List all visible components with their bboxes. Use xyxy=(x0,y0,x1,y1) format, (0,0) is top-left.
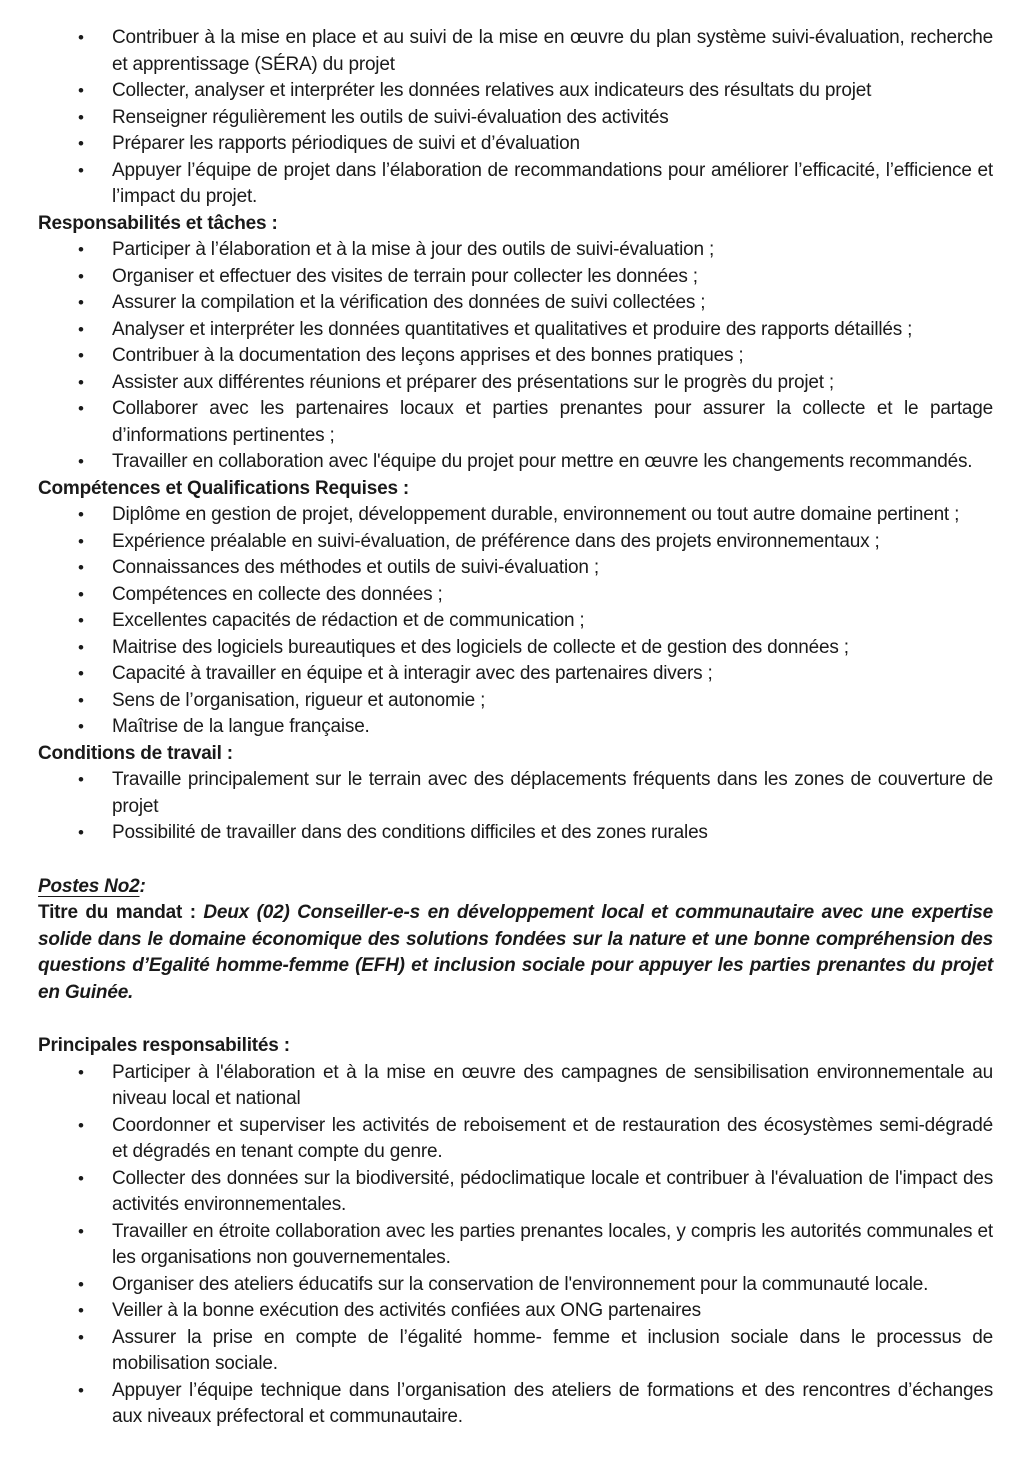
bullet-text: Assister aux différentes réunions et préparer des présentations sur le progrès du projet ; xyxy=(112,371,834,393)
bullet-text: Participer à l’élaboration et à la mise à jour des outils de suivi-évaluation ; xyxy=(112,239,715,260)
bullet-icon: • xyxy=(78,558,84,577)
bullet-text: Renseigner régulièrement les outils de suivi-évaluation des activités xyxy=(112,106,669,128)
bullet-item xyxy=(38,158,993,211)
bullet-item xyxy=(38,1272,993,1299)
bullet-icon: • xyxy=(78,319,84,339)
bullet-icon: • xyxy=(78,505,84,524)
bullet-text: Connaissances des méthodes et outils de suivi-évaluation ; xyxy=(112,557,599,578)
bullet-item xyxy=(38,608,993,635)
bullet-icon: • xyxy=(78,1168,84,1188)
bullet-text: Assurer la prise en compte de l’égalité homme- femme et inclusion sociale dans le processus de mobilisation sociale. xyxy=(112,1326,993,1374)
bullet-item xyxy=(38,105,993,132)
bullet-text: Diplôme en gestion de projet, développement durable, environnement ou tout autre domaine pertinent ; xyxy=(112,504,960,525)
bullet-item xyxy=(38,635,993,662)
bullet-text: Sens de l’organisation, rigueur et autonomie ; xyxy=(112,689,486,711)
bullet-item xyxy=(38,688,993,715)
mandate-title-paragraph xyxy=(38,900,993,1006)
bullet-icon: • xyxy=(78,399,84,418)
text-run: : xyxy=(182,902,204,923)
bullet-text: Organiser des ateliers éducatifs sur la conservation de l'environnement pour la communauté locale. xyxy=(112,1273,929,1295)
bullet-text: Participer à l'élaboration et à la mise en œuvre des campagnes de sensibilisation environnementale au niveau local et national xyxy=(112,1061,993,1109)
bullet-item xyxy=(38,714,993,741)
bullet-item xyxy=(38,502,993,529)
post-number-heading xyxy=(38,874,993,901)
bullet-icon: • xyxy=(78,584,84,604)
bullet-icon: • xyxy=(78,1301,84,1320)
bullet-icon: • xyxy=(78,664,84,683)
bullet-item xyxy=(38,25,993,78)
bullet-text: Maitrise des logiciels bureautiques et des logiciels de collecte et de gestion des données ; xyxy=(112,636,849,658)
bullet-text: Contribuer à la documentation des leçons apprises et des bonnes pratiques ; xyxy=(112,345,744,366)
bullet-item xyxy=(38,1113,993,1166)
bullet-icon: • xyxy=(78,134,84,153)
bullet-icon: • xyxy=(78,372,84,392)
bullet-icon: • xyxy=(78,107,84,127)
bullet-icon: • xyxy=(78,1062,84,1082)
bullet-text: Assurer la compilation et la vérification des données de suivi collectées ; xyxy=(112,292,706,313)
bullet-item xyxy=(38,1219,993,1272)
bullet-text: Appuyer l’équipe de projet dans l’élaboration de recommandations pour améliorer l’efficacité, l’efficience et l’impact du projet. xyxy=(112,159,993,207)
bullet-text: Travaille principalement sur le terrain avec des déplacements fréquents dans les zones de couverture de projet xyxy=(112,769,993,817)
bullet-icon: • xyxy=(78,1115,84,1135)
blank-line xyxy=(38,1006,993,1033)
bullet-list xyxy=(38,767,993,847)
bullet-item xyxy=(38,131,993,158)
bullet-text: Travailler en étroite collaboration avec les parties prenantes locales, y compris les autorités communales et les organisations non gouvernementales. xyxy=(112,1220,993,1268)
bullet-icon: • xyxy=(78,690,84,710)
bullet-item xyxy=(38,529,993,556)
bullet-item xyxy=(38,290,993,317)
bullet-text: Collecter des données sur la biodiversité, pédoclimatique locale et contribuer à l'évaluation de l'impact des activités environnementales. xyxy=(112,1167,993,1215)
bullet-item xyxy=(38,1378,993,1431)
bullet-item xyxy=(38,370,993,397)
bullet-item xyxy=(38,449,993,476)
text-run: : xyxy=(139,875,146,897)
bullet-item xyxy=(38,317,993,344)
bullet-item xyxy=(38,237,993,264)
bullet-icon: • xyxy=(78,611,84,630)
bullet-icon: • xyxy=(78,28,84,47)
bullet-item xyxy=(38,343,993,370)
bullet-list xyxy=(38,237,993,476)
bullet-item xyxy=(38,396,993,449)
bullet-icon: • xyxy=(78,346,84,365)
bullet-item xyxy=(38,1060,993,1113)
bullet-icon: • xyxy=(78,266,84,286)
bullet-text: Veiller à la bonne exécution des activités confiées aux ONG partenaires xyxy=(112,1300,701,1321)
bullet-item xyxy=(38,661,993,688)
bullet-icon: • xyxy=(78,1221,84,1241)
bullet-list xyxy=(38,1060,993,1431)
bullet-icon: • xyxy=(78,531,84,551)
bullet-icon: • xyxy=(78,717,84,736)
bullet-item xyxy=(38,820,993,847)
bullet-icon: • xyxy=(78,1380,84,1400)
bullet-text: Appuyer l’équipe technique dans l’organisation des ateliers de formations et des rencontres d’échanges aux niveaux préfectoral et communautaire. xyxy=(112,1379,993,1427)
section-heading: Principales responsabilités : xyxy=(38,1035,290,1056)
bullet-text: Organiser et effectuer des visites de terrain pour collecter les données ; xyxy=(112,265,698,287)
bullet-text: Collecter, analyser et interpréter les données relatives aux indicateurs des résultats du projet xyxy=(112,80,872,101)
text-run: Titre du mandat xyxy=(38,902,183,923)
bullet-text: Compétences en collecte des données ; xyxy=(112,583,443,605)
document-content xyxy=(38,25,993,1431)
text-run: Deux (02) Conseiller-e-s en développement local et communautaire avec une expertise solide dans le domaine économique des solutions fondées sur la nature et une bonne compréhension des questions d’Egalité homme-femme (EFH) et inclusion sociale pour appuyer les parties prenantes du projet en Guinée. xyxy=(38,902,993,1003)
bullet-icon: • xyxy=(78,1327,84,1347)
bullet-text: Coordonner et superviser les activités de reboisement et de restauration des écosystèmes semi-dégradé et dégradés en tenant compte du genre. xyxy=(112,1114,993,1162)
bullet-icon: • xyxy=(78,637,84,657)
bullet-item xyxy=(38,1166,993,1219)
bullet-item xyxy=(38,78,993,105)
bullet-icon: • xyxy=(78,293,84,312)
bullet-icon: • xyxy=(78,452,84,471)
bullet-item xyxy=(38,582,993,609)
section-heading: Compétences et Qualifications Requises : xyxy=(38,477,410,499)
bullet-list xyxy=(38,502,993,741)
bullet-text: Possibilité de travailler dans des conditions difficiles et des zones rurales xyxy=(112,822,708,843)
bullet-text: Collaborer avec les partenaires locaux et parties prenantes pour assurer la collecte et le partage d’informations pertinentes ; xyxy=(112,398,993,446)
bullet-item xyxy=(38,264,993,291)
bullet-item xyxy=(38,767,993,820)
bullet-icon: • xyxy=(78,160,84,180)
text-run: Postes No2 xyxy=(38,875,140,897)
bullet-text: Travailler en collaboration avec l'équipe du projet pour mettre en œuvre les changements recommandés. xyxy=(112,451,973,472)
blank-line xyxy=(38,847,993,874)
section-heading: Responsabilités et tâches : xyxy=(38,212,278,234)
bullet-item xyxy=(38,1325,993,1378)
bullet-text: Expérience préalable en suivi-évaluation, de préférence dans des projets environnementaux ; xyxy=(112,530,880,552)
bullet-text: Capacité à travailler en équipe et à interagir avec des partenaires divers ; xyxy=(112,663,713,684)
bullet-icon: • xyxy=(78,770,84,789)
bullet-text: Contribuer à la mise en place et au suivi de la mise en œuvre du plan système suivi-évaluation, recherche et apprentissage (SÉRA) du projet xyxy=(112,27,993,75)
bullet-list xyxy=(38,25,993,211)
bullet-item xyxy=(38,1298,993,1325)
bullet-icon: • xyxy=(78,240,84,259)
section-heading: Conditions de travail : xyxy=(38,742,233,764)
bullet-text: Analyser et interpréter les données quantitatives et qualitatives et produire des rapports détaillés ; xyxy=(112,318,913,340)
bullet-text: Préparer les rapports périodiques de suivi et d’évaluation xyxy=(112,133,580,154)
bullet-item xyxy=(38,555,993,582)
bullet-text: Excellentes capacités de rédaction et de communication ; xyxy=(112,610,585,631)
bullet-icon: • xyxy=(78,823,84,842)
bullet-icon: • xyxy=(78,81,84,100)
bullet-text: Maîtrise de la langue française. xyxy=(112,716,370,737)
bullet-icon: • xyxy=(78,1274,84,1294)
